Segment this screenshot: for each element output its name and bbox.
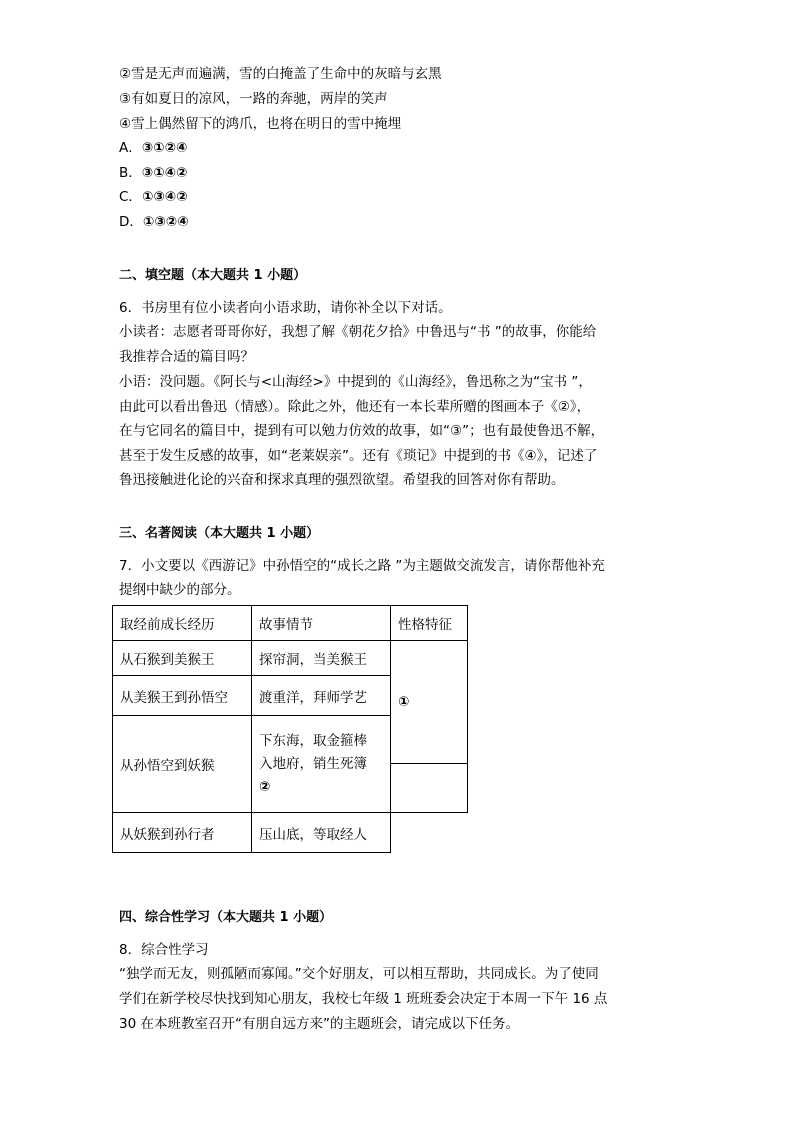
q6-line: 鲁迅接触进化论的兴奋和探求真理的强烈欲望。希望我的回答对你有帮助。 <box>119 472 565 488</box>
q6-line: 我推荐合适的篇目吗？ <box>119 349 254 365</box>
q5-choice-d <box>119 212 189 232</box>
trait-blank-cell: ① <box>391 641 468 764</box>
table-cell-stage: 从美猴王到孙悟空 <box>113 676 252 716</box>
q5-option-line: ②雪是无声而遍满，雪的白掩盖了生命中的灰暗与玄黑 <box>119 66 442 82</box>
table-cell-plot: 探帘洞，当美猴王 <box>252 641 391 676</box>
q6-line: 小读者：志愿者哥哥你好，我想了解《朝花夕拾》中鲁迅与“书 ”的故事，你能给 <box>119 324 597 340</box>
choice-letter: C． <box>119 189 142 205</box>
section-heading: 二、填空题（本大题共 1 小题） <box>119 268 307 283</box>
table-cell-stage: 从石猴到美猴王 <box>113 641 252 676</box>
table-row <box>113 641 468 676</box>
q8-line: 8．综合性学习 <box>119 942 209 958</box>
q6-line: 小语：没问题。《阿长与<山海经>》中提到的《山海经》，鲁迅称之为“宝书 ”， <box>119 374 592 390</box>
q6-line: 甚至于发生反感的故事，如“老莱娱亲”。还有《琐记》中提到的书《④》，记述了 <box>119 448 598 464</box>
choice-letter: D． <box>119 214 143 230</box>
q7-line: 提纲中缺少的部分。 <box>119 582 241 598</box>
q5-option-line: ③有如夏日的凉风，一路的奔驰，两岸的笑声 <box>119 91 388 107</box>
table-header-row <box>113 606 468 641</box>
q8-line: 30 在本班教室召开“有朋自远方来”的主题班会，请完成以下任务。 <box>119 1016 519 1032</box>
table-cell-plot: 渡重洋，拜师学艺 <box>252 676 391 716</box>
section-heading: 三、名著阅读（本大题共 1 小题） <box>119 526 320 541</box>
plot-line: 入地府，销生死簿 <box>259 755 367 772</box>
table-row <box>113 813 468 853</box>
q6-line: 在与它同名的篇目中，提到有可以勉力仿效的故事，如“③”；也有最使鲁迅不解， <box>119 423 605 439</box>
choice-letter: B． <box>119 165 142 181</box>
table-header-cell: 性格特征 <box>391 606 468 641</box>
q5-choice-c <box>119 187 188 207</box>
q5-option-line: ④雪上偶然留下的鸿爪，也将在明日的雪中掩埋 <box>119 116 402 132</box>
trait-empty-cell <box>391 764 468 813</box>
q8-line: 学们在新学校尽快找到知心朋友，我校七年级 1 班班委会决定于本周一下午 16 点 <box>119 991 608 1007</box>
table-cell-stage: 从孙悟空到妖猴 <box>113 716 252 813</box>
q6-line: 6．书房里有位小读者向小语求助，请你补全以下对话。 <box>119 300 452 316</box>
table-header-cell: 故事情节 <box>252 606 391 641</box>
q8-line: “独学而无友，则孤陋而寡闻。”交个好朋友，可以相互帮助，共同成长。为了使同 <box>119 966 599 982</box>
choice-text: ①③④② <box>141 189 188 205</box>
plot-blank: ② <box>259 778 271 795</box>
q5-choice-b <box>119 163 188 183</box>
q5-choice-a <box>119 138 187 158</box>
q7-line: 7．小文要以《西游记》中孙悟空的“成长之路 ”为主题做交流发言，请你帮他补充 <box>119 558 605 574</box>
section-heading: 四、综合性学习（本大题共 1 小题） <box>119 910 333 925</box>
table-cell-plot: 压山底，等取经人 <box>252 813 391 853</box>
choice-text: ①③②④ <box>142 214 189 230</box>
table-header-cell: 取经前成长经历 <box>113 606 252 641</box>
plot-line: 下东海，取金箍棒 <box>259 732 367 749</box>
choice-text: ③①④② <box>141 165 188 181</box>
q6-line: 由此可以看出鲁迅（情感）。除此之外，他还有一本长辈所赠的图画本子《②》， <box>119 399 591 415</box>
outline-table <box>112 605 468 853</box>
table-cell-stage: 从妖猴到孙行者 <box>113 813 252 853</box>
choice-letter: A． <box>119 140 142 156</box>
choice-text: ③①②④ <box>141 140 188 156</box>
table-cell-plot <box>252 716 391 813</box>
